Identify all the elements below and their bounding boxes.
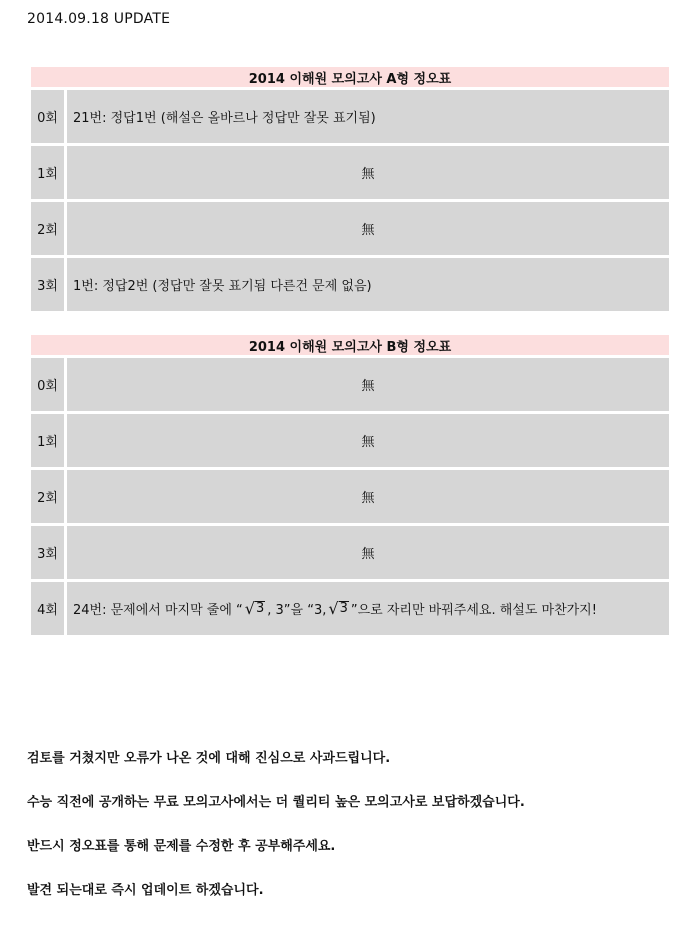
table-row [31,258,669,311]
sqrt-symbol: √ [244,598,255,618]
table-row [31,414,669,467]
sqrt-symbol: √ [328,598,339,618]
note-line: 반드시 정오표를 통해 문제를 수정한 후 공부해주세요. [27,839,336,854]
round-cell: 3회 [31,258,64,311]
round-cell: 0회 [31,358,64,411]
content-cell: 無 [67,202,669,255]
table-row [31,582,669,635]
table-a-title: 2014 이해원 모의고사 A형 정오표 [31,67,669,87]
note-line: 발견 되는대로 즉시 업데이트 하겠습니다. [27,883,264,898]
table-row [31,470,669,523]
round-cell: 3회 [31,526,64,579]
content-cell: 無 [67,470,669,523]
errata-table-a [31,67,669,311]
table-row [31,358,669,411]
content-cell: 21번: 정답1번 (해설은 올바르나 정답만 잘못 표기됨) [67,90,669,143]
table-row [31,526,669,579]
content-cell [67,582,669,635]
content-cell: 無 [67,358,669,411]
errata-text-prefix: 24번: 문제에서 마지막 줄에 “ [73,603,243,618]
note-line: 수능 직전에 공개하는 무료 모의고사에서는 더 퀄리티 높은 모의고사로 보답하겠습니다. [27,795,525,810]
notes [27,749,525,925]
round-cell: 1회 [31,414,64,467]
errata-text-middle: , 3”을 “3, [267,603,327,618]
sqrt-argument: 3 [255,601,265,617]
update-date: 2014.09.18 UPDATE [27,11,171,27]
round-cell: 2회 [31,202,64,255]
round-cell: 2회 [31,470,64,523]
round-cell: 1회 [31,146,64,199]
errata-text-suffix: ”으로 자리만 바꿔주세요. 해설도 마찬가지! [350,603,597,618]
content-cell: 無 [67,414,669,467]
round-cell: 0회 [31,90,64,143]
sqrt-expression [244,598,265,618]
table-row [31,202,669,255]
table-b-title: 2014 이해원 모의고사 B형 정오표 [31,335,669,355]
content-cell: 1번: 정답2번 (정답만 잘못 표기됨 다른건 문제 없음) [67,258,669,311]
sqrt-argument: 3 [339,601,348,617]
table-row [31,90,669,143]
content-cell: 無 [67,146,669,199]
sqrt-expression [328,598,348,618]
table-row [31,146,669,199]
round-cell: 4회 [31,582,64,635]
content-cell: 無 [67,526,669,579]
note-line: 검토를 거쳤지만 오류가 나온 것에 대해 진심으로 사과드립니다. [27,751,391,766]
errata-table-b [31,335,669,635]
